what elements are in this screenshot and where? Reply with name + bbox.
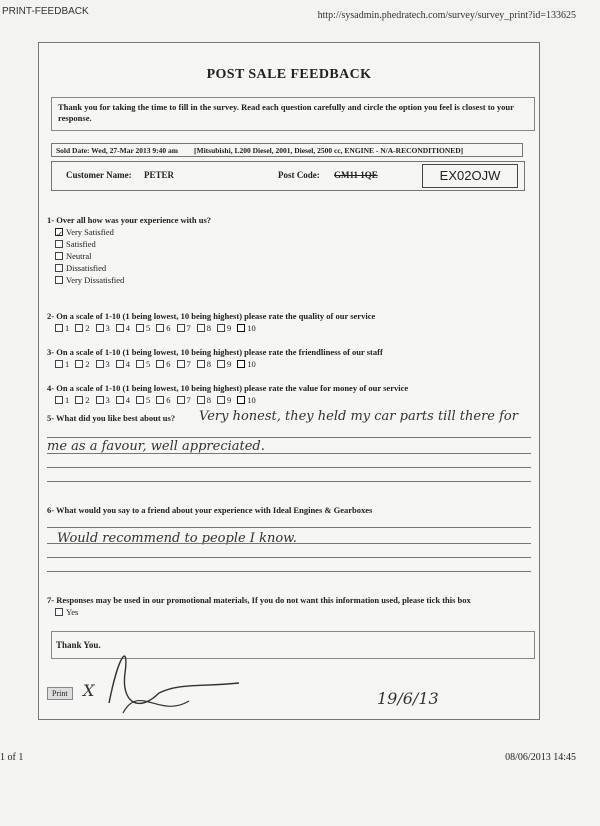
- postcode-label: Post Code:: [278, 170, 320, 180]
- scale-option[interactable]: 2: [75, 359, 89, 369]
- checkbox-icon[interactable]: [55, 252, 63, 260]
- checkbox-icon[interactable]: [55, 240, 63, 248]
- q7-option-yes[interactable]: Yes: [55, 607, 78, 617]
- checkbox-icon[interactable]: [55, 276, 63, 284]
- scale-option[interactable]: 6: [156, 323, 170, 333]
- signature-x: X: [83, 681, 95, 700]
- scale-option[interactable]: 4: [116, 359, 130, 369]
- vehicle-description: [Mitsubishi, L200 Diesel, 2001, Diesel, 2500 cc, ENGINE - N/A-RECONDITIONED]: [194, 146, 464, 155]
- question-4: 4- On a scale of 1-10 (1 being lowest, 10 being highest) please rate the value for money of our service: [47, 383, 409, 393]
- scale-option[interactable]: 4: [116, 323, 130, 333]
- scale-option[interactable]: 9: [217, 395, 231, 405]
- signature-scribble: [99, 643, 279, 723]
- scale-option[interactable]: 6: [156, 359, 170, 369]
- form-intro: Thank you for taking the time to fill in the survey. Read each question carefully and circle the option you feel is closest to your response.: [51, 97, 535, 131]
- customer-box: [51, 161, 525, 191]
- answer-line: [47, 557, 531, 558]
- thank-you-box: Thank You.: [51, 631, 535, 659]
- q1-option-very-dissatisfied[interactable]: Very Dissatisfied: [55, 275, 124, 285]
- question-1: 1- Over all how was your experience with us?: [47, 215, 212, 225]
- scale-option[interactable]: 5: [136, 323, 150, 333]
- answer-line: [47, 453, 531, 454]
- scale-option[interactable]: 2: [75, 395, 89, 405]
- answer-line: [47, 571, 531, 572]
- scale-option[interactable]: 1: [55, 323, 69, 333]
- scale-option[interactable]: 4: [116, 395, 130, 405]
- q2-scale[interactable]: [55, 323, 256, 333]
- q1-option-very-satisfied[interactable]: ✓ Very Satisfied: [56, 227, 114, 239]
- answer-line: [47, 481, 531, 482]
- postcode: GM11 1QE: [334, 170, 378, 180]
- registration-plate: EX02OJW: [422, 164, 518, 188]
- answer-line: [47, 467, 531, 468]
- scale-option[interactable]: 8: [197, 359, 211, 369]
- answer-line: [47, 527, 531, 528]
- scale-option[interactable]: 6: [156, 395, 170, 405]
- q5-handwritten-answer-2: me as a favour, well appreciated.: [47, 439, 265, 454]
- scale-option-selected[interactable]: 10: [237, 359, 256, 369]
- customer-name-label: Customer Name:: [66, 170, 132, 180]
- q1-option-satisfied[interactable]: Satisfied: [55, 239, 96, 249]
- print-button[interactable]: Print: [47, 687, 73, 700]
- page-label: PRINT-FEEDBACK: [2, 6, 89, 17]
- scale-option[interactable]: 1: [55, 395, 69, 405]
- answer-line: [47, 543, 531, 544]
- customer-name: PETER: [144, 170, 175, 180]
- scale-option[interactable]: 8: [197, 323, 211, 333]
- scale-option[interactable]: 7: [177, 323, 191, 333]
- sale-info: [51, 143, 523, 157]
- q5-handwritten-answer-1: Very honest, they held my car parts till there for: [199, 409, 518, 424]
- scale-option[interactable]: 9: [217, 359, 231, 369]
- page-count: 1 of 1: [0, 752, 24, 763]
- question-2: 2- On a scale of 1-10 (1 being lowest, 10 being highest) please rate the quality of our service: [47, 311, 376, 321]
- scale-option-selected[interactable]: 10: [237, 395, 256, 405]
- page-url: http://sysadmin.phedratech.com/survey/survey_print?id=133625: [317, 10, 576, 21]
- q3-scale[interactable]: [55, 359, 256, 369]
- checkbox-icon[interactable]: [55, 264, 63, 272]
- scale-option[interactable]: 3: [96, 359, 110, 369]
- scale-option[interactable]: 7: [177, 359, 191, 369]
- print-timestamp: 08/06/2013 14:45: [505, 752, 576, 763]
- answer-line: [47, 437, 531, 438]
- q1-option-neutral[interactable]: Neutral: [55, 251, 92, 261]
- form-title: POST SALE FEEDBACK: [206, 67, 372, 82]
- scale-option[interactable]: 5: [136, 359, 150, 369]
- scale-option[interactable]: 9: [217, 323, 231, 333]
- scale-option[interactable]: 5: [136, 395, 150, 405]
- question-5: 5- What did you like best about us?: [47, 413, 176, 423]
- signature-date: 19/6/13: [377, 689, 439, 708]
- feedback-form: [38, 42, 540, 720]
- scale-option[interactable]: 1: [55, 359, 69, 369]
- scale-option[interactable]: 3: [96, 323, 110, 333]
- checkbox-icon[interactable]: [55, 608, 63, 616]
- question-6: 6- What would you say to a friend about your experience with Ideal Engines & Gearboxes: [47, 505, 373, 515]
- sold-date: Sold Date: Wed, 27-Mar 2013 9:40 am: [56, 146, 179, 155]
- question-7: 7- Responses may be used in our promotional materials, If you do not want this information used, please tick this box: [47, 595, 471, 605]
- q6-handwritten-answer: Would recommend to people I know.: [57, 531, 297, 546]
- q1-option-dissatisfied[interactable]: Dissatisfied: [55, 263, 106, 273]
- checkbox-checked-icon[interactable]: ✓: [56, 229, 64, 239]
- scale-option-selected[interactable]: 10: [237, 323, 256, 333]
- scale-option[interactable]: 7: [177, 395, 191, 405]
- question-3: 3- On a scale of 1-10 (1 being lowest, 10 being highest) please rate the friendliness of our staff: [47, 347, 383, 357]
- q4-scale[interactable]: [55, 395, 256, 405]
- scale-option[interactable]: 3: [96, 395, 110, 405]
- scale-option[interactable]: 8: [197, 395, 211, 405]
- scale-option[interactable]: 2: [75, 323, 89, 333]
